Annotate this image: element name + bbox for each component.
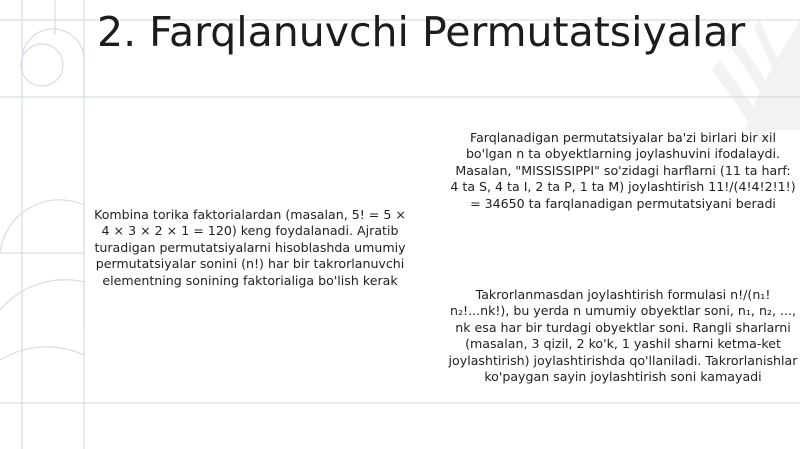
slide-title: 2. Farqlanuvchi Permutatsiyalar xyxy=(97,8,746,56)
text-block-right-top: Farqlanadigan permutatsiyalar ba'zi birlari bir xil bo'lgan n ta obyektlarning joylashuvini ifodalaydi. Masalan, "MISSISSIPPI" so'zidagi harflarni (11 ta harf: 4 ta S, 4 ta I, 2 ta P, 1 ta M) joylashtirish 11!/(4!4!2!1!) = 34650 ta farqlanadigan permutatsiyani beradi xyxy=(450,130,796,211)
text-block-right-bottom: Takrorlanmasdan joylashtirish formulasi n!/(n₁! n₂!...nk!), bu yerda n umumiy obyektlar soni, n₁, n₂, ..., nk esa har bir turdagi obyektlar soni. Rangli sharlarni (masalan, 3 qizil, 2 ko'k, 1 yashil sharni ketma-ket joylashtirish) joylashtirishda qo'llaniladi. Takrorlanishlar ko'paygan sayin joylashtirish soni kamayadi xyxy=(448,287,798,385)
text-block-left: Kombina torika faktorialardan (masalan, 5! = 5 × 4 × 3 × 2 × 1 = 120) keng foydalanadi. Ajratib turadigan permutatsiyalarni hisoblashda umumiy permutatsiyalar sonini (n!) har bir takrorlanuvchi elementning sonining faktorialiga bo'lish kerak xyxy=(94,207,406,288)
